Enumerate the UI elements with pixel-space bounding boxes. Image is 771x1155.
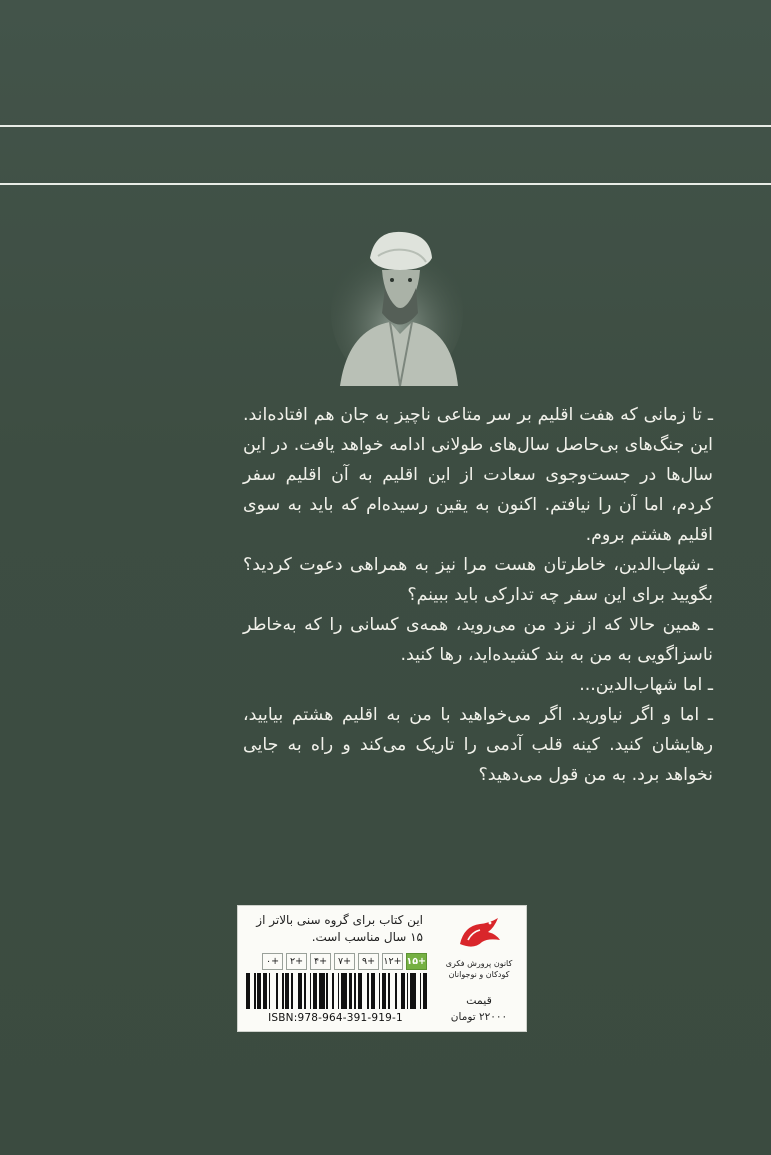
barcode-bar bbox=[278, 973, 282, 1009]
barcode-bar bbox=[306, 973, 310, 1009]
barcode-bar bbox=[354, 973, 356, 1009]
age-cell: +۰ bbox=[262, 953, 283, 970]
isbn-number: ISBN:978-964-391-919-1 bbox=[268, 1012, 403, 1024]
barcode-bar bbox=[310, 973, 312, 1009]
barcode-bar bbox=[317, 973, 319, 1009]
barcode-bar bbox=[347, 973, 349, 1009]
barcode-bar bbox=[356, 973, 358, 1009]
barcode-bar bbox=[349, 973, 353, 1009]
age-recommendation: این کتاب برای گروه سنی بالاتر از ۱۵ سال مناسب است. bbox=[256, 913, 423, 944]
age-cell: +۱۵ bbox=[406, 953, 427, 970]
blurb-paragraph: ـ شهاب‌الدین، خاطرتان هست مرا نیز به همراهی دعوت کردید؟ بگویید برای این سفر چه تدارکی باید ببینم؟ bbox=[243, 555, 713, 605]
barcode-bar bbox=[282, 973, 284, 1009]
barcode-bar bbox=[390, 973, 396, 1009]
barcode-bar bbox=[379, 973, 381, 1009]
barcode-bar bbox=[423, 973, 427, 1009]
barcode-bar bbox=[352, 973, 354, 1009]
barcode-bar bbox=[358, 973, 362, 1009]
barcode-bar bbox=[421, 973, 423, 1009]
age-cell: +۱۲ bbox=[382, 953, 403, 970]
portrait-illustration bbox=[330, 218, 465, 386]
age-isbn-box bbox=[237, 905, 434, 1032]
barcode-bar bbox=[375, 973, 379, 1009]
barcode-bar bbox=[382, 973, 386, 1009]
barcode-bar bbox=[326, 973, 328, 1009]
barcode-bar bbox=[369, 973, 371, 1009]
bottom-rule bbox=[0, 183, 771, 185]
barcode-bar bbox=[362, 973, 368, 1009]
barcode-bar bbox=[276, 973, 278, 1009]
blurb-paragraph: ـ همین حالا که از نزد من می‌روید، همه‌ی کسانی را که به‌خاطر ناسزاگویی به من به بند کشیده‌اید، رها کنید. bbox=[243, 615, 713, 665]
blurb-paragraph: ـ تا زمانی که هفت اقلیم بر سر متاعی ناچیز به جان هم افتاده‌اند. این جنگ‌های بی‌حاصل سال‌های طولانی ادامه خواهد یافت. در این سال‌ها در جست‌وجوی سعادت از این اقلیم به آن اقلیم سفر کردم، اما آن را نیافتم. اکنون به یقین رسیده‌ام که باید به سوی اقلیم هشتم بروم. bbox=[243, 405, 713, 545]
barcode-bar bbox=[293, 973, 299, 1009]
barcode-bar bbox=[410, 973, 416, 1009]
barcode-bar bbox=[270, 973, 276, 1009]
barcode-bar bbox=[332, 973, 334, 1009]
barcode-bar bbox=[339, 973, 341, 1009]
barcode-bar bbox=[367, 973, 369, 1009]
barcode-bar bbox=[298, 973, 302, 1009]
barcode-bar bbox=[397, 973, 401, 1009]
barcode-bar bbox=[244, 973, 246, 1009]
barcode-bar bbox=[291, 973, 293, 1009]
barcode-bar bbox=[254, 973, 256, 1009]
barcode-bar bbox=[407, 973, 409, 1009]
barcode-bar bbox=[338, 973, 340, 1009]
publisher-name: کانون پرورش فکری کودکان و نوجوانان bbox=[445, 959, 513, 979]
barcode-bar bbox=[371, 973, 375, 1009]
price-label: قیمت bbox=[466, 994, 492, 1007]
price-value: ۲۲۰۰۰ تومان bbox=[450, 1011, 508, 1023]
barcode-bar bbox=[416, 973, 420, 1009]
age-cell: +۹ bbox=[358, 953, 379, 970]
age-cell: +۲ bbox=[286, 953, 307, 970]
barcode-bar bbox=[267, 973, 269, 1009]
age-cell: +۴ bbox=[310, 953, 331, 970]
bird-logo-icon bbox=[454, 914, 504, 954]
barcode-bar bbox=[304, 973, 306, 1009]
top-rule bbox=[0, 125, 771, 127]
barcode-bar bbox=[311, 973, 313, 1009]
barcode-bar bbox=[263, 973, 267, 1009]
barcode-bar bbox=[405, 973, 407, 1009]
publisher-box bbox=[432, 905, 527, 1032]
blurb-text bbox=[243, 400, 713, 790]
barcode-bar bbox=[302, 973, 304, 1009]
barcode-bar bbox=[380, 973, 382, 1009]
age-group-row bbox=[262, 953, 427, 970]
barcode-bar bbox=[319, 973, 325, 1009]
blurb-paragraph: ـ اما شهاب‌الدین... bbox=[579, 675, 713, 695]
barcode-bar bbox=[284, 973, 286, 1009]
barcode-bar bbox=[257, 973, 261, 1009]
barcode-bar bbox=[325, 973, 327, 1009]
blurb-paragraph: ـ اما و اگر نیاورید. اگر می‌خواهید با من به اقلیم هشتم بیایید، رهایشان کنید. کینه قلب آدمی را تاریک می‌کند و راه به جایی نخواهد برد. به من قول می‌دهید؟ bbox=[243, 705, 713, 785]
barcode-bar bbox=[395, 973, 397, 1009]
barcode bbox=[244, 973, 427, 1009]
barcode-bar bbox=[261, 973, 263, 1009]
barcode-bar bbox=[341, 973, 347, 1009]
age-cell: +۷ bbox=[334, 953, 355, 970]
barcode-bar bbox=[256, 973, 258, 1009]
barcode-bar bbox=[289, 973, 291, 1009]
barcode-bar bbox=[408, 973, 410, 1009]
barcode-bar bbox=[401, 973, 405, 1009]
barcode-bar bbox=[285, 973, 289, 1009]
barcode-bar bbox=[313, 973, 317, 1009]
barcode-bar bbox=[388, 973, 390, 1009]
barcode-bar bbox=[250, 973, 254, 1009]
barcode-bar bbox=[269, 973, 271, 1009]
barcode-bar bbox=[328, 973, 332, 1009]
barcode-bar bbox=[420, 973, 422, 1009]
barcode-bar bbox=[246, 973, 250, 1009]
barcode-bar bbox=[334, 973, 338, 1009]
barcode-bar bbox=[386, 973, 388, 1009]
